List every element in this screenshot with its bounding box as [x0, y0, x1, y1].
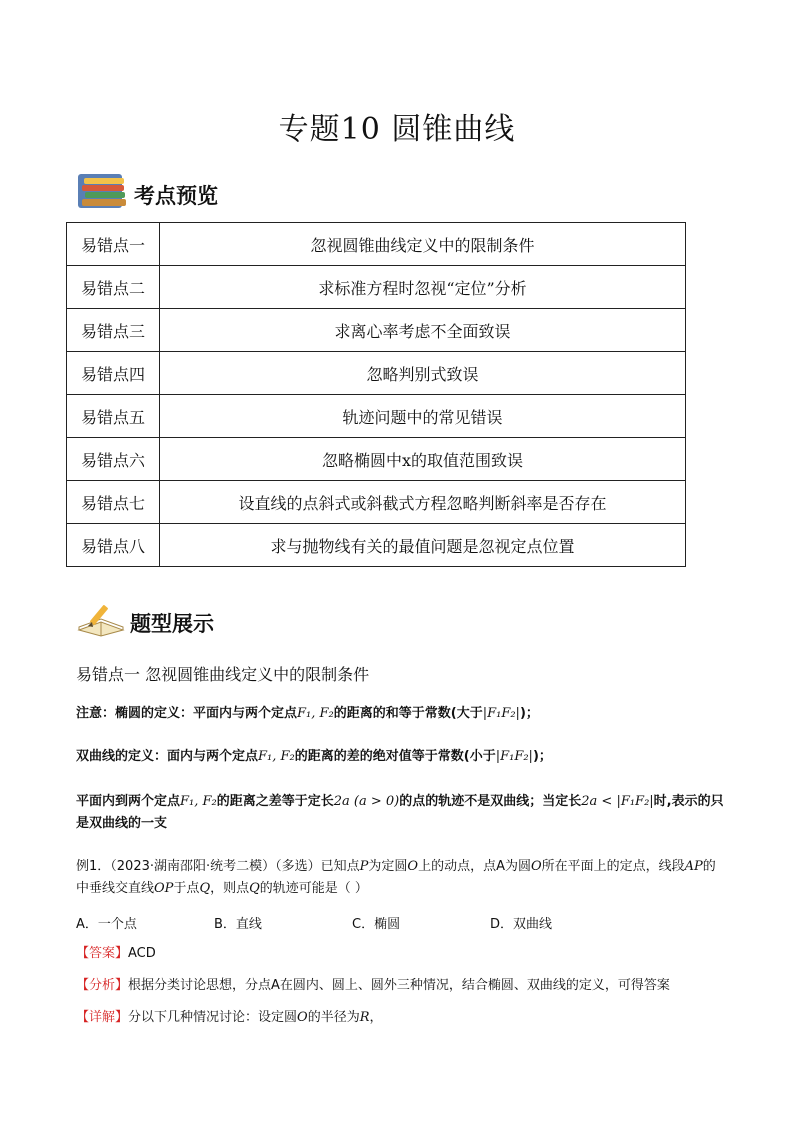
subsection-heading: 易错点一 忽视圆锥曲线定义中的限制条件 [76, 665, 370, 684]
toc-value: 忽略判别式致误 [160, 352, 686, 395]
toc-value: 求与抛物线有关的最值问题是忽视定点位置 [160, 524, 686, 567]
answer-tag: 【答案】 [76, 946, 129, 961]
section-title-tixing: 题型展示 [130, 611, 214, 636]
option-d: D．双曲线 [490, 917, 553, 932]
toc-row [67, 481, 686, 524]
answer-line [76, 943, 726, 965]
toc-row [67, 352, 686, 395]
toc-key: 易错点一 [67, 223, 160, 266]
answer-options [76, 913, 726, 932]
toc-value: 轨迹问题中的常见错误 [160, 395, 686, 438]
toc-row [67, 438, 686, 481]
toc-value: 求标准方程时忽视“定位”分析 [160, 266, 686, 309]
note-hyperbola-definition: 双曲线的定义：面内与两个定点F₁, F₂的距离的差的绝对值等于常数(小于|F₁F₂|)； [76, 749, 552, 764]
option-a: A．一个点 [76, 917, 137, 932]
page-title: 专题10 圆锥曲线 [278, 112, 516, 147]
note-ellipse-definition: 注意：椭圆的定义：平面内与两个定点F₁, F₂的距离的和等于常数(大于|F₁F₂|)； [76, 706, 539, 721]
toc-row [67, 266, 686, 309]
toc-key: 易错点四 [67, 352, 160, 395]
toc-key: 易错点六 [67, 438, 160, 481]
toc-table [66, 222, 686, 567]
section-header-kaodian [76, 172, 218, 210]
section-title-kaodian: 考点预览 [134, 183, 218, 208]
toc-value: 求离心率考虑不全面致误 [160, 309, 686, 352]
analysis-line [76, 975, 726, 997]
toc-key: 易错点二 [67, 266, 160, 309]
toc-key: 易错点八 [67, 524, 160, 567]
toc-row [67, 524, 686, 567]
option-b: B．直线 [214, 917, 262, 932]
section-header-tixing [76, 600, 214, 638]
note-locus-remark: 平面内到两个定点F₁, F₂的距离之差等于定长2a (a > 0)的点的轨迹不是双曲线；当定长2a < |F₁F₂|时,表示的只是双曲线的一支 [76, 794, 724, 831]
toc-key: 易错点七 [67, 481, 160, 524]
toc-key: 易错点五 [67, 395, 160, 438]
example-question: 例1．（2023·湖南邵阳·统考二模）（多选）已知点P为定圆O上的动点，点A为圆O所在平面上的定点，线段AP的中垂线交直线OP于点Q，则点Q的轨迹可能是（ ） [76, 859, 716, 896]
toc-row [67, 395, 686, 438]
toc-row [67, 309, 686, 352]
notebook-pencil-icon [76, 600, 126, 638]
toc-key: 易错点三 [67, 309, 160, 352]
detail-tag: 【详解】 [76, 1010, 129, 1025]
option-c: C．椭圆 [352, 917, 401, 932]
toc-value: 忽视圆锥曲线定义中的限制条件 [160, 223, 686, 266]
analysis-text: 根据分类讨论思想，分点A在圆内、圆上、圆外三种情况，结合椭圆、双曲线的定义，可得答案 [128, 978, 670, 993]
analysis-tag: 【分析】 [76, 978, 129, 993]
toc-row [67, 223, 686, 266]
toc-value: 忽略椭圆中x的取值范围致误 [160, 438, 686, 481]
books-icon [76, 172, 130, 210]
toc-value: 设直线的点斜式或斜截式方程忽略判断斜率是否存在 [160, 481, 686, 524]
detail-line: 【详解】分以下几种情况讨论：设定圆O的半径为R， [76, 1010, 383, 1025]
answer-text: ACD [128, 946, 156, 961]
